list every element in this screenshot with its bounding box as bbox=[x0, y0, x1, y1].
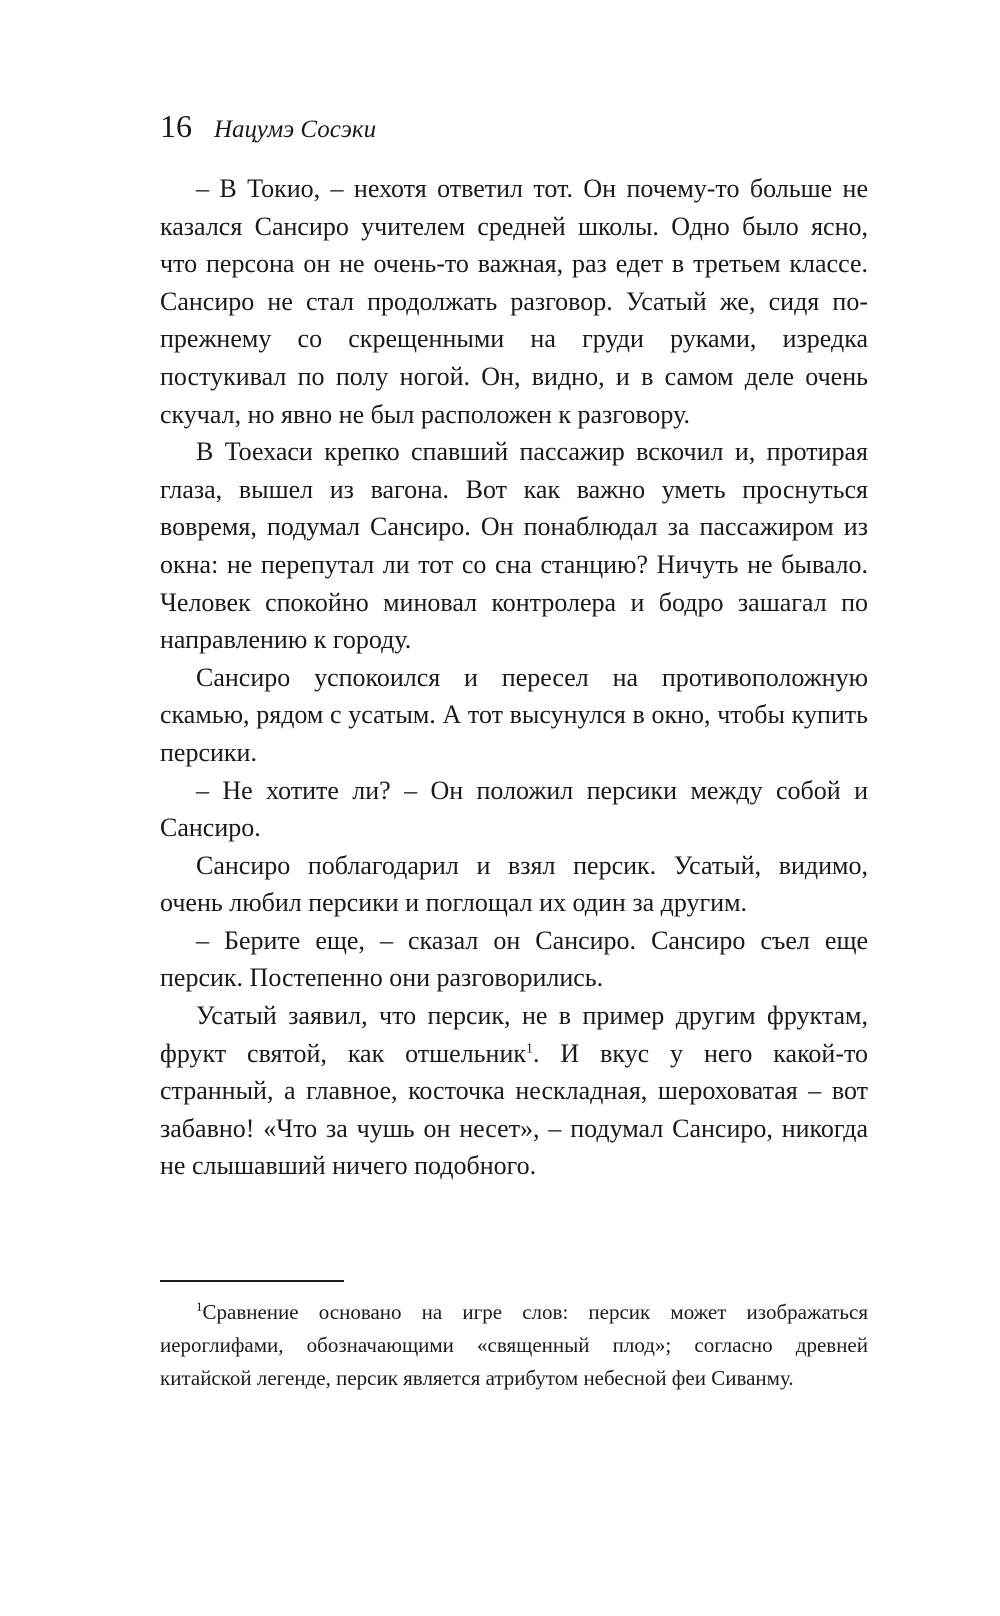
running-head bbox=[160, 104, 376, 148]
paragraph: – В Токио, – нехотя ответил тот. Он почему-то больше не казался Сансиро учителем средней школы. Одно было ясно, что персона он не очень-то важная, раз едет в третьем классе. Сансиро не стал продолжать разговор. Усатый же, сидя по-прежнему со скрещенными на груди руками, изредка постукивал по полу ногой. Он, видно, и в самом деле очень скучал, но явно не был расположен к разговору. bbox=[160, 174, 868, 429]
page-number: 16 bbox=[160, 108, 192, 144]
paragraph-text-before-note: Усатый заявил, что персик, не в пример другим фруктам, фрукт святой, как отшельник bbox=[160, 1001, 868, 1068]
paragraph: – Берите еще, – сказал он Сансиро. Сансиро съел еще персик. Постепенно они разговорились. bbox=[160, 925, 868, 993]
footnote bbox=[160, 1296, 868, 1395]
footnote-text: Сравнение основано на игре слов: персик может изображаться иероглифами, обозначающими «священный плод»; согласно древней китайской легенде, персик является атрибутом небесной феи Сиванму. bbox=[160, 1300, 868, 1390]
main-text bbox=[160, 170, 868, 1185]
footnote-marker: 1 bbox=[196, 1299, 203, 1314]
header-author: Нацумэ Сосэки bbox=[214, 116, 377, 143]
footnote-divider bbox=[160, 1280, 344, 1282]
paragraph: Сансиро поблагодарил и взял персик. Усатый, видимо, очень любил персики и поглощал их один за другим. bbox=[160, 850, 868, 918]
paragraph: В Тоехаси крепко спавший пассажир вскочил и, протирая глаза, вышел из вагона. Вот как важно уметь проснуться вовремя, подумал Сансиро. Он понаблюдал за пассажиром из окна: не перепутал ли тот со сна станцию? Ничуть не бывало. Человек спокойно миновал контролера и бодро зашагал по направлению к городу. bbox=[160, 437, 868, 655]
paragraph: – Не хотите ли? – Он положил персики между собой и Сансиро. bbox=[160, 775, 868, 843]
paragraph: Сансиро успокоился и пересел на противоположную скамью, рядом с усатым. А тот высунулся в окно, чтобы купить персики. bbox=[160, 662, 868, 767]
footnote-reference[interactable]: 1 bbox=[526, 1041, 533, 1056]
paragraph-text-after-note: . И вкус у него какой-то странный, а главное, косточка нескладная, шероховатая – вот забавно! «Что за чушь он несет», – подумал Сансиро, никогда не слышавший ничего подобного. bbox=[160, 1038, 868, 1181]
paragraph-with-footnote bbox=[160, 997, 868, 1185]
